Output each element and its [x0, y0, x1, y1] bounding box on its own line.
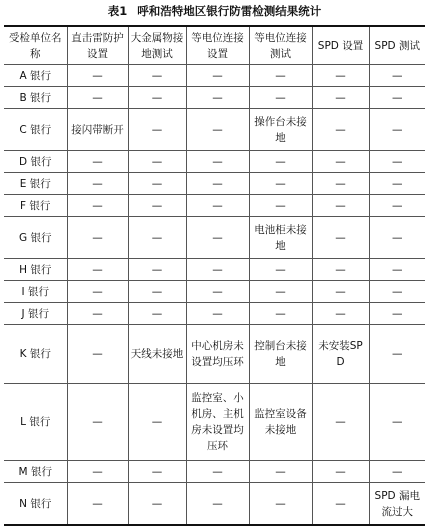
table-cell: —	[186, 65, 249, 87]
table-cell: —	[128, 173, 186, 195]
table-cell: —	[312, 217, 369, 259]
table-cell: 操作台未接地	[249, 109, 312, 151]
table-cell: 未安装SPD	[312, 325, 369, 384]
bank-name-cell: H 银行	[4, 259, 67, 281]
table-cell: —	[312, 303, 369, 325]
table-cell: —	[67, 173, 128, 195]
table-cell: —	[312, 87, 369, 109]
table-cell: 控制台未接地	[249, 325, 312, 384]
table-cell: —	[249, 87, 312, 109]
table-cell: —	[67, 483, 128, 526]
table-cell: —	[67, 461, 128, 483]
table-cell: —	[249, 195, 312, 217]
table-cell: —	[312, 151, 369, 173]
table-row	[4, 259, 425, 281]
table-cell: —	[128, 195, 186, 217]
table-cell: —	[128, 151, 186, 173]
table-row	[4, 281, 425, 303]
table-row	[4, 303, 425, 325]
header-cell: SPD 测试	[369, 26, 425, 65]
table-cell: 电池柜未接地	[249, 217, 312, 259]
table-cell: —	[67, 303, 128, 325]
bank-name-cell: G 银行	[4, 217, 67, 259]
table-row	[4, 461, 425, 483]
table-row	[4, 195, 425, 217]
bank-name-cell: K 银行	[4, 325, 67, 384]
table-cell: —	[186, 217, 249, 259]
table-cell: —	[369, 461, 425, 483]
bank-name-cell: B 银行	[4, 87, 67, 109]
table-cell: —	[369, 281, 425, 303]
table-number: 表1	[107, 4, 128, 18]
table-cell: SPD 漏电流过大	[369, 483, 425, 526]
table-cell: —	[369, 173, 425, 195]
table-cell: —	[249, 259, 312, 281]
bank-name-cell: E 银行	[4, 173, 67, 195]
table-cell: —	[369, 259, 425, 281]
table-cell: —	[186, 173, 249, 195]
table-cell: —	[369, 384, 425, 461]
bank-name-cell: N 银行	[4, 483, 67, 526]
table-cell: —	[67, 195, 128, 217]
table-cell: —	[186, 259, 249, 281]
table-cell: —	[312, 173, 369, 195]
table-cell: —	[249, 173, 312, 195]
header-cell: 直击雷防护设置	[67, 26, 128, 65]
bank-name-cell: I 银行	[4, 281, 67, 303]
bank-name-cell: D 银行	[4, 151, 67, 173]
table-cell: —	[249, 151, 312, 173]
table-cell: —	[312, 461, 369, 483]
table-cell: —	[369, 303, 425, 325]
table-cell: —	[369, 151, 425, 173]
table-cell: —	[369, 195, 425, 217]
table-cell: —	[312, 65, 369, 87]
table-cell: —	[67, 259, 128, 281]
table-cell: —	[128, 259, 186, 281]
table-row	[4, 483, 425, 526]
table-cell: —	[67, 151, 128, 173]
table-row	[4, 87, 425, 109]
table-row	[4, 217, 425, 259]
table-cell: 中心机房未设置均压环	[186, 325, 249, 384]
table-cell: 接闪带断开	[67, 109, 128, 151]
table-cell: —	[67, 65, 128, 87]
bank-name-cell: M 银行	[4, 461, 67, 483]
table-cell: —	[369, 87, 425, 109]
table-cell: —	[249, 461, 312, 483]
table-cell: 监控室设备未接地	[249, 384, 312, 461]
table-cell: —	[67, 87, 128, 109]
bank-name-cell: F 银行	[4, 195, 67, 217]
header-cell: SPD 设置	[312, 26, 369, 65]
table-row	[4, 325, 425, 384]
table-cell: —	[186, 461, 249, 483]
header-cell: 等电位连接测试	[249, 26, 312, 65]
table-cell: —	[312, 195, 369, 217]
header-cell: 等电位连接设置	[186, 26, 249, 65]
bank-name-cell: A 银行	[4, 65, 67, 87]
table-cell: —	[67, 325, 128, 384]
table-title: 呼和浩特地区银行防雷检测结果统计	[137, 4, 322, 18]
header-cell: 受检单位名称	[4, 26, 67, 65]
results-table	[4, 25, 425, 526]
table-cell: —	[369, 325, 425, 384]
table-cell: —	[369, 217, 425, 259]
table-cell: —	[128, 65, 186, 87]
table-row	[4, 173, 425, 195]
table-cell: —	[312, 109, 369, 151]
table-cell: —	[186, 303, 249, 325]
table-cell: —	[369, 109, 425, 151]
table-cell: —	[128, 384, 186, 461]
table-cell: —	[186, 109, 249, 151]
table-row	[4, 384, 425, 461]
table-cell: —	[67, 384, 128, 461]
table-cell: —	[249, 303, 312, 325]
header-row	[4, 26, 425, 65]
bank-name-cell: J 银行	[4, 303, 67, 325]
table-cell: —	[128, 109, 186, 151]
table-cell: —	[186, 281, 249, 303]
table-row	[4, 65, 425, 87]
table-cell: —	[312, 281, 369, 303]
table-cell: —	[186, 483, 249, 526]
bank-name-cell: C 银行	[4, 109, 67, 151]
table-cell: —	[249, 281, 312, 303]
table-cell: —	[128, 217, 186, 259]
table-cell: —	[128, 87, 186, 109]
table-cell: —	[312, 483, 369, 526]
table-cell: —	[128, 483, 186, 526]
table-cell: —	[67, 281, 128, 303]
table-cell: 监控室、小机房、主机房未设置均压环	[186, 384, 249, 461]
table-cell: —	[312, 384, 369, 461]
header-cell: 大金属物接地测试	[128, 26, 186, 65]
table-cell: —	[128, 303, 186, 325]
table-cell: —	[186, 195, 249, 217]
table-cell: —	[186, 87, 249, 109]
table-row	[4, 109, 425, 151]
table-cell: —	[369, 65, 425, 87]
table-row	[4, 151, 425, 173]
table-cell: —	[312, 259, 369, 281]
table-caption	[0, 0, 429, 24]
table-cell: —	[249, 483, 312, 526]
table-cell: —	[249, 65, 312, 87]
table-cell: 天线未接地	[128, 325, 186, 384]
bank-name-cell: L 银行	[4, 384, 67, 461]
table-cell: —	[128, 461, 186, 483]
table-cell: —	[186, 151, 249, 173]
table-cell: —	[128, 281, 186, 303]
table-cell: —	[67, 217, 128, 259]
